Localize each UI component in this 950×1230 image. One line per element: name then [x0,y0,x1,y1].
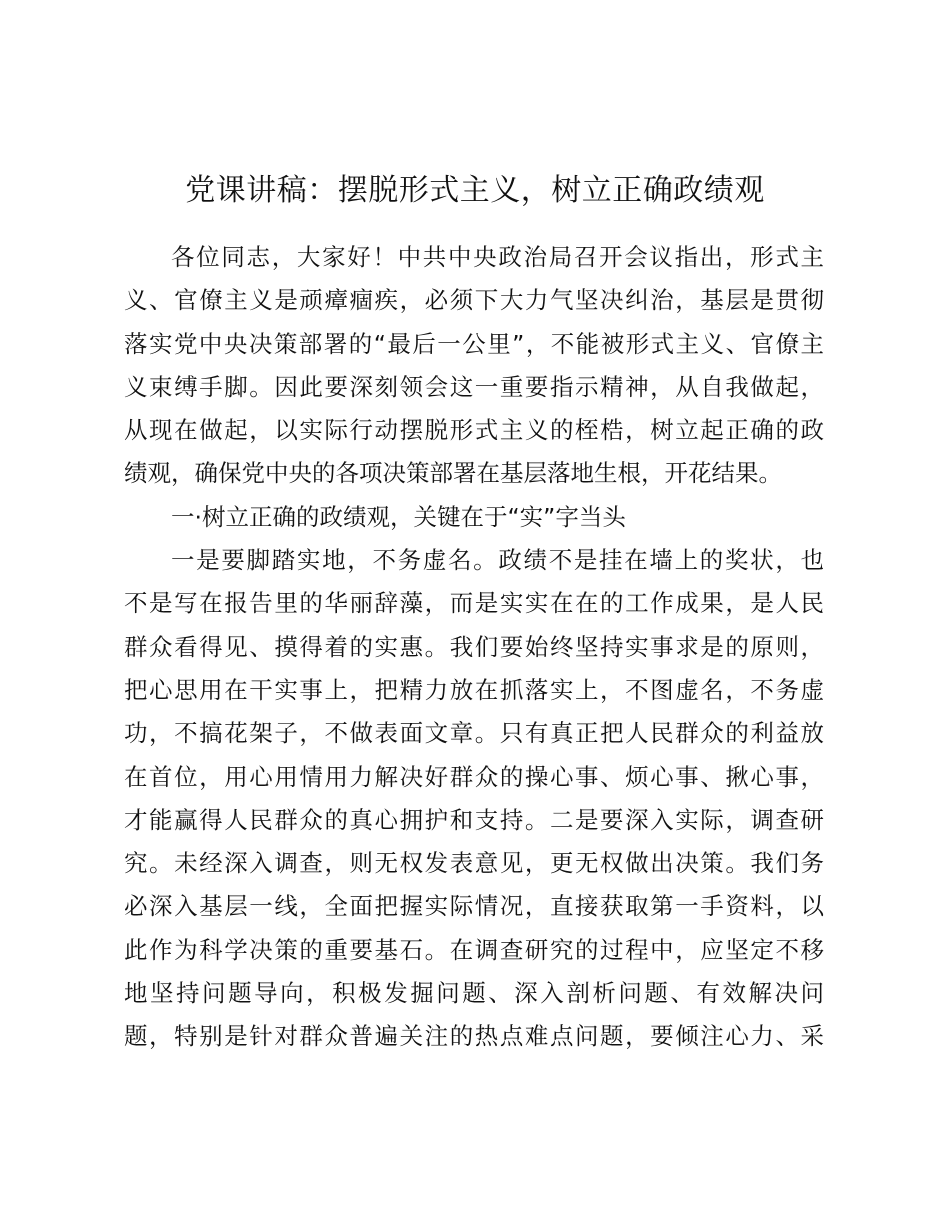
body-line: 地坚持问题导向，积极发掘问题、深入剖析问题、有效解决问 [124,979,824,1008]
body-line: 群众看得见、摸得着的实惠。我们要始终坚持实事求是的原则， [124,632,824,661]
document-title: 党课讲稿：摆脱形式主义，树立正确政绩观 [185,173,765,208]
body-line: 究。未经深入调查，则无权发表意见，更无权做出决策。我们务 [124,849,824,878]
body-line: 一是要脚踏实地，不务虚名。政绩不是挂在墙上的奖状，也 [171,546,824,575]
body-line: 必深入基层一线，全面把握实际情况，直接获取第一手资料，以 [124,892,824,921]
body-line: 此作为科学决策的重要基石。在调查研究的过程中，应坚定不移 [124,935,824,964]
body-line: 义、官僚主义是顽瘴痼疾，必须下大力气坚决纠治，基层是贯彻 [124,286,824,315]
body-line: 落实党中央决策部署的“最后一公里”，不能被形式主义、官僚主 [124,329,824,358]
body-line: 各位同志，大家好！中共中央政治局召开会议指出，形式主 [171,243,824,271]
body-line: 绩观，确保党中央的各项决策部署在基层落地生根，开花结果。 [124,459,782,488]
body-line: 把心思用在干实事上，把精力放在抓落实上，不图虚名，不务虚 [124,675,824,704]
body-line: 从现在做起，以实际行动摆脱形式主义的桎梏，树立起正确的政 [124,416,824,445]
body-line: 题，特别是针对群众普遍关注的热点难点问题，要倾注心力、采 [124,1022,824,1051]
body-line: 不是写在报告里的华丽辞藻，而是实实在在的工作成果，是人民 [124,589,824,618]
body-line: 义束缚手脚。因此要深刻领会这一重要指示精神，从自我做起， [124,372,824,401]
document-body [124,236,824,1059]
body-line: 功，不搞花架子，不做表面文章。只有真正把人民群众的利益放 [124,719,824,748]
body-line: 在首位，用心用情用力解决好群众的操心事、烦心事、揪心事， [124,762,824,791]
section-heading: 一·树立正确的政绩观，关键在于“实”字当头 [171,502,626,531]
body-line: 才能赢得人民群众的真心拥护和支持。二是要深入实际，调查研 [124,805,824,834]
